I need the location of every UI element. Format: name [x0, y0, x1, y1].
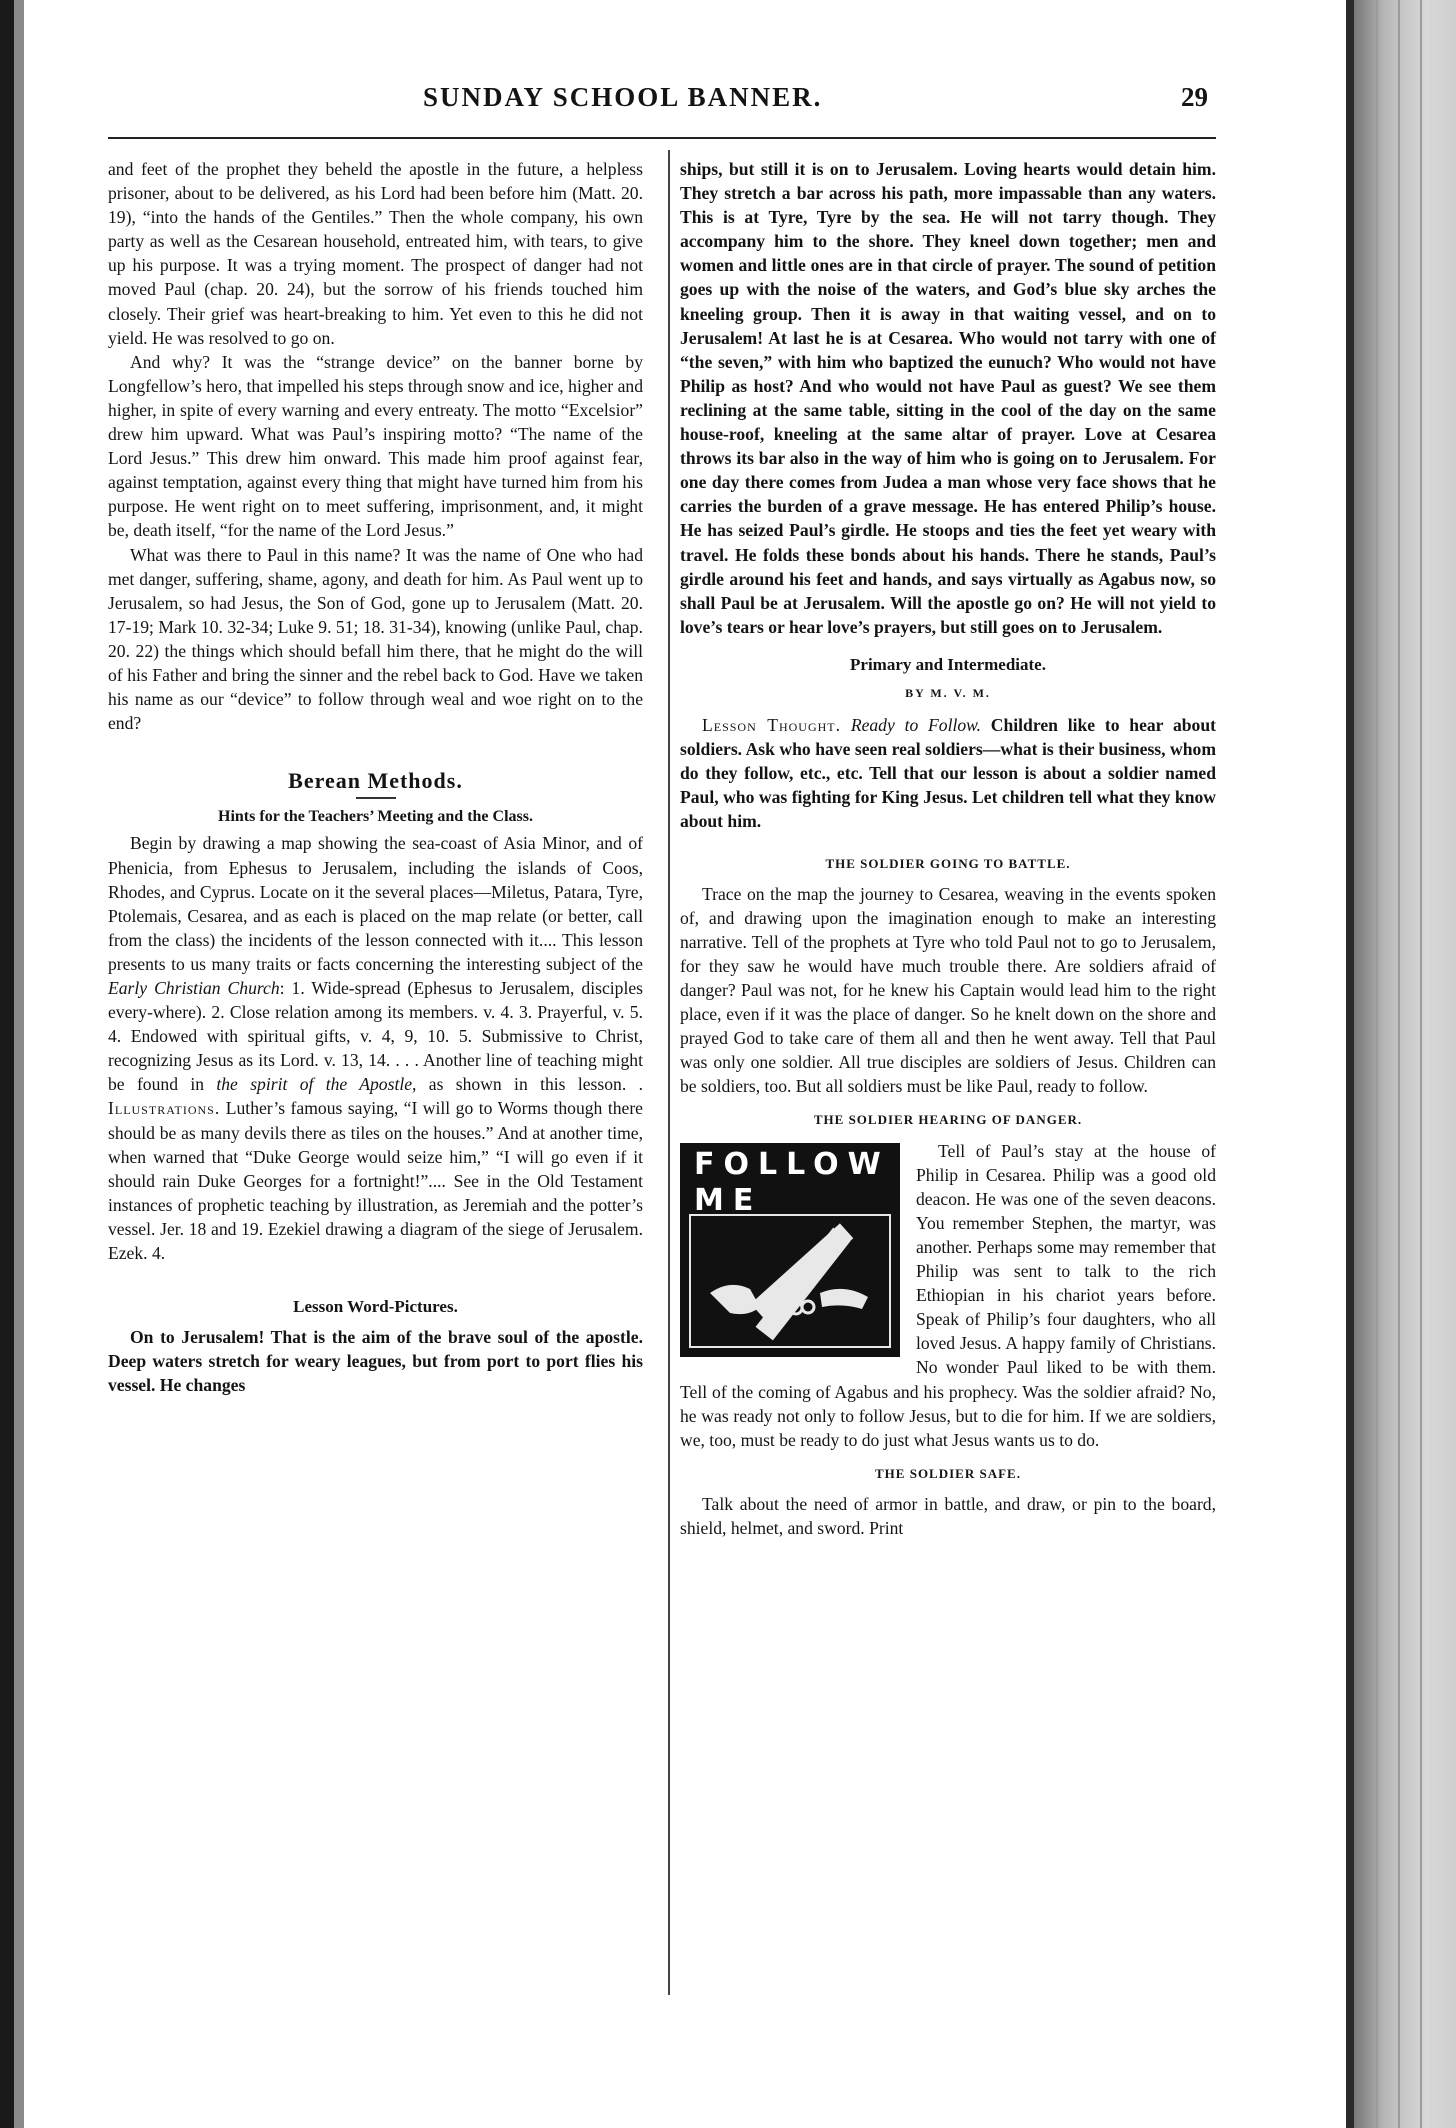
italic-text: the spirit of the Apostle	[216, 1074, 413, 1095]
page-header	[108, 82, 1208, 122]
page-binding-shadow	[0, 0, 14, 2128]
section-subtitle: Hints for the Teachers’ Meeting and the Class.	[218, 808, 533, 826]
paragraph: Trace on the map the journey to Cesarea, weaving in the events spoken of, and drawing upon the imagination enough to make an interesting narrative. Tell of the prophets at Tyre who told Paul not to go to Jerusalem, for they saw he would have much trouble there. Are soldiers afraid of danger? Paul was not, for he knew his Captain would lead him to the right place, even if it was the place of danger. So he knelt down on the shore and prayed God to take care of them all and then he went away. Tell that Paul was only one soldier. All true disciples are soldiers of Jesus. Children can be soldiers, too. But all soldiers must be like Paul, ready to follow.	[680, 883, 1216, 1097]
header-rule	[108, 137, 1216, 139]
paragraph: ships, but still it is on to Jerusalem. Loving hearts would detain him. They stretch a bar across his path, more impassable than any waters. This is at Tyre, Tyre by the sea. He will not tarry though. They accompany him to the shore. They kneel down together; men and women and little ones are in that circle of prayer. The sound of petition goes up with the noise of the waters, and God’s blue sky arches the kneeling group. Then it is away in that waiting vessel, and on to Jerusalem! At last he is at Cesarea. Who would not tarry with one of “the seven,” with him who baptized the eunuch? Who would not have Philip as host? And who would not have Paul as guest? We see them reclining at the same table, sitting in the cool of the day on the same house-roof, kneeling at the same altar of prayer. Love at Cesarea throws its bar also in the way of him who is going on to Jerusalem. For one day there comes from Judea a man whose very face shows that he carries the burden of a grave message. He has entered Philip’s house. He has seized Paul’s girdle. He stoops and ties the feet yet weary with travel. He folds these bonds about his hands. There he stands, Paul’s girdle around his feet and hands, and says virtually as Agabus now, so shall Paul be at Jerusalem. Will the apostle go on? He will not yield to love’s tears or hear love’s prayers, but still goes on to Jerusalem.	[680, 159, 1216, 637]
italic-text: Early Christian Church	[108, 978, 280, 998]
paragraph: Lesson Thought. Ready to Follow. Children like to hear about soldiers. Ask who have seen real soldiers—what is their business, whom do they follow, etc., etc. Tell that our lesson is about a soldier named Paul, who was fighting for King Jesus. Let children tell what they know about him.	[680, 715, 1216, 832]
paragraph: Talk about the need of armor in battle, and draw, or pin to the board, shield, helmet, and sword. Print	[680, 1493, 1216, 1538]
paragraph: Begin by drawing a map showing the sea-coast of Asia Minor, and of Phenicia, from Ephesus to Jerusalem, including the islands of Coos, Rhodes, and Cyprus. Locate on it the several places—Miletus, Patara, Tyre, Ptolemais, Cesarea, and as each is placed on the map relate (or better, call from the class) the incidents of the lesson connected with it.... This lesson presents to us many traits or facts concerning the interesting subject of the Early Christian Church: 1. Wide-spread (Ephesus to Jerusalem, disciples every-where). 2. Close relation among its members. v. 4. 3. Prayerful, v. 5. 4. Endowed with spiritual gifts, v. 4, 9, 10. 5. Submissive to Christ, recognizing Jesus as its Lord. v. 13, 14. . . . Another line of teaching might be found in the spirit of the Apostle, as shown in this lesson. . Illustrations. Luther’s famous saying, “I will go to Worms though there should be as many devils there as tiles on the houses.” And at another time, when warned that “Duke George would seize him,” “I will go even if it should rain Duke Georges for a fortnight!”.... See in the Old Testament instances of prophetic teaching by illustration, as Jeremiah and the potter’s vessel. Jer. 18 and 19. Ezekiel drawing a diagram of the siege of Jerusalem. Ezek. 4.	[108, 833, 643, 1264]
column-divider	[668, 150, 670, 1995]
paragraph: Tell of Paul’s stay at the house of Philip in Cesarea. Philip was a good old deacon. He was one of the seven deacons. You remember Stephen, the martyr, was another. Perhaps some may remember that Philip was sent to talk to the rich Ethiopian in his chariot years before. Speak of Philip’s four daughters, who all loved Jesus. A happy family of Christians. No wonder Paul liked to be with them. Tell of the coming of Agabus and his prophecy. Was the soldier afraid? No, he was ready not only to follow Jesus, but to die for him. If we are soldiers, we, too, must be ready to do just what Jesus wants us to do.	[680, 1140, 1216, 1450]
lesson-thought-label: Lesson Thought.	[702, 715, 842, 736]
page-number: 29	[1181, 82, 1208, 112]
running-title: SUNDAY SCHOOL BANNER.	[423, 82, 823, 112]
right-column	[680, 157, 1216, 1540]
title-divider	[356, 797, 396, 799]
illustrations-label: Illustrations.	[108, 1098, 221, 1119]
paragraph: And why? It was the “strange device” on the banner borne by Longfellow’s hero, that impelled his steps through snow and ice, higher and higher, in spite of every warning and every entreaty. The motto “Excelsior” drew him upward. What was Paul’s inspiring motto? “The name of the Lord Jesus.” This drew him onward. This made him proof against fear, against temptation, against every thing that might have turned him from his purpose. He went right on to meet suffering, imprisonment, and, it might be, death itself, “for the name of the Lord Jesus.”	[108, 351, 643, 541]
paragraph: What was there to Paul in this name? It was the name of One who had met danger, suffering, shame, agony, and death for him. As Paul went up to Jerusalem, so had Jesus, the Son of God, gone up to Jerusalem (Matt. 20. 17-19; Mark 10. 32-34; Luke 9. 51; 18. 31-34), knowing (unlike Paul, chap. 20. 22) the things which should befall him there, that he might do the will of his Father and bring the sinner and the rebel back to God. Have we taken his name as our “device” to follow through weal and woe right on to the end?	[108, 544, 643, 734]
section-title-word-pictures: Lesson Word-Pictures.	[293, 1297, 458, 1317]
figure-caption-text: FOLLOW ME	[694, 1146, 890, 1218]
italic-text: Ready to Follow.	[850, 715, 981, 736]
subsection-head: THE SOLDIER HEARING OF DANGER.	[813, 1112, 1083, 1128]
byline: BY M. V. M.	[905, 685, 991, 700]
follow-me-illustration	[680, 1143, 900, 1357]
book-page-edges	[1346, 0, 1456, 2128]
page-binding-edge	[14, 0, 24, 2128]
subsection-head: THE SOLDIER GOING TO BATTLE.	[825, 855, 1071, 871]
cross-and-chained-hands-icon	[680, 1143, 900, 1357]
left-column	[108, 157, 643, 1398]
paragraph: On to Jerusalem! That is the aim of the brave soul of the apostle. Deep waters stretch for weary leagues, but from port to port flies his vessel. He changes	[108, 1327, 643, 1396]
paragraph: and feet of the prophet they beheld the apostle in the future, a helpless prisoner, about to be delivered, as his Lord had been before him (Matt. 20. 19), “into the hands of the Gentiles.” Then the whole company, his own party as well as the Cesarean household, entreated him, with tears, to give up his purpose. It was a trying moment. The prospect of danger had not moved Paul (chap. 20. 24), but the sorrow of his friends touched him closely. Their grief was heart-breaking to him. Yet even to this he did not yield. He was resolved to go on.	[108, 159, 643, 348]
section-title-primary: Primary and Intermediate.	[850, 654, 1046, 674]
subsection-head: THE SOLDIER SAFE.	[875, 1465, 1021, 1481]
section-title-berean: Berean Methods.	[288, 768, 463, 794]
